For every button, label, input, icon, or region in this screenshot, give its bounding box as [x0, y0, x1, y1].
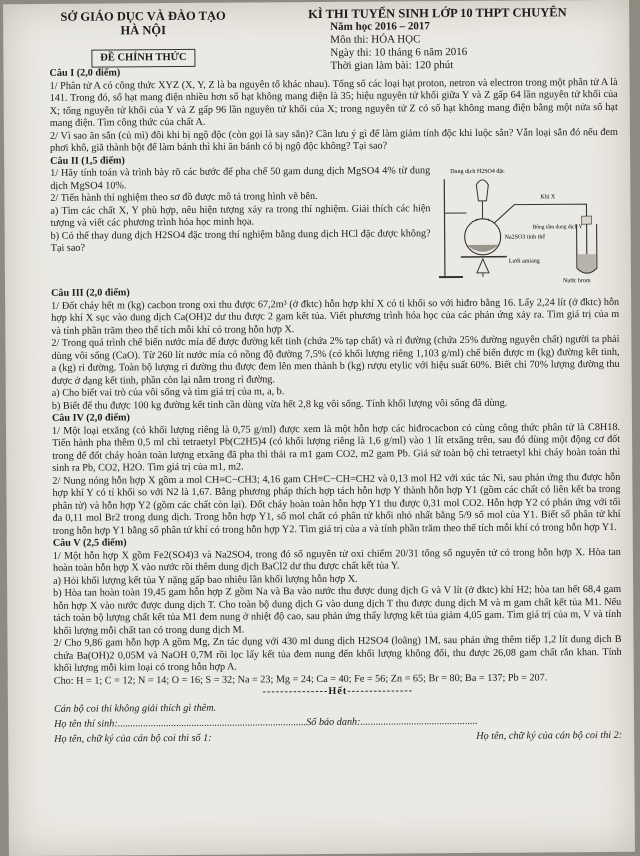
question-2-part-2a: a) Tìm các chất X, Y phù hợp, nêu hiện tượng xảy ra trong thí nghiệm. Giải thích các hiện tượng và viết các phương trình hóa học minh họa.: [50, 201, 618, 230]
question-1-title: Câu I (2,0 điểm): [49, 64, 617, 80]
question-3-title: Câu III (2,0 điểm): [51, 284, 619, 300]
question-5-part-1: 1/ Một hỗn hợp X gồm Fe2(SO4)3 và Na2SO4, trong đó số nguyên tử oxi chiếm 20/31 tổng số nguyên tử có trong hỗn hợp X. Hòa tan hoàn toàn hỗn hợp X vào nước rồi thêm dung dịch BaCl2 dư thu được chất kết tủa Y.: [53, 546, 621, 575]
question-5-title: Câu V (2,5 điểm): [53, 534, 621, 550]
proctor-2-signature: Họ tên, chữ ký của cán bộ coi thi 2:: [476, 729, 622, 743]
official-badge: ĐỀ CHÍNH THỨC: [91, 49, 195, 68]
school-year: Năm học 2016 – 2017: [308, 19, 608, 34]
diagram-cotton-label: Bông tẩm dung dịch Y: [533, 223, 583, 230]
question-2-part-2: 2/ Tiến hành thí nghiệm theo sơ đồ được mô tả trong hình vẽ bên.: [50, 189, 618, 205]
exam-duration: Thời gian làm bài: 120 phút: [308, 58, 608, 73]
question-4-title: Câu IV (2,0 điểm): [52, 409, 620, 425]
proctor-signatures: [54, 729, 622, 745]
diagram-gas-x-label: Khí X: [540, 194, 556, 200]
experiment-diagram: [436, 164, 619, 285]
question-2-part-1: 1/ Hãy tính toán và trình bày rõ các bước để pha chế 50 gam dung dịch MgSO4 4% từ dung dịch MgSO4 10%.: [50, 164, 618, 193]
header-exam-info: [308, 6, 608, 73]
exam-paper: [3, 0, 635, 856]
exam-content: [49, 64, 622, 746]
question-3-part-2: 2/ Trong quá trình chế biến nước mía để được đường kết tinh (chứa 2% tạp chất) và rỉ đường (chứa 25% đường nguyên chất) người ta phải dùng vôi sống (CaO). Từ 260 lít nước mía có nồng độ đường 7,5% (có khối lượng riêng 1,103 g/ml) chế biến được m (kg) đường kết tinh, a (kg) rỉ đường. Toàn bộ lượng rỉ đường thu được đem lên men thành b (kg) rượu etylic với hiệu suất 60%. Biết chỉ 70% lượng đường thu được ở dạng kết tinh, phần còn lại nằm trong rỉ đường.: [51, 334, 619, 388]
question-1-part-1: 1/ Phân tử A có công thức XYZ (X, Y, Z là ba nguyên tố khác nhau). Tổng số các loại hạt proton, netron và electron trong một phân tử A là 141. Trong đó, số hạt mang điện nhiều hơn số hạt không mang điện là 35; hiệu nguyên tử khối giữa Y và Z gấp 64 lần nguyên tử khối của X; tổng nguyên tử khối của Y và Z gấp 96 lần nguyên tử khối của X; trong nguyên tử Z có số hạt không mang điện bằng một nửa số hạt mang điện. Tìm công thức của chất A.: [50, 76, 618, 130]
exam-date: Ngày thi: 10 tháng 6 năm 2016: [308, 45, 608, 60]
proctor-1-signature: Họ tên, chữ ký của cán bộ coi thi số 1:: [54, 732, 212, 746]
diagram-net-label: Lưới amiang: [509, 258, 540, 264]
atomic-masses: Cho: H = 1; C = 12; N = 14; O = 16; S = 32; Na = 23; Mg = 24; Ca = 40; Fe = 56; Zn = 65; Br = 80; Ba = 137; Pb = 207.: [54, 671, 622, 687]
diagram-acid-label: Dung dịch H2SO4 đặc: [450, 169, 505, 175]
question-1-part-2: 2/ Vì sao ăn sắn (củ mì) đôi khi bị ngộ độc (còn gọi là say sắn)? Cần lưu ý gì để làm giảm tính độc khi luộc sắn? Vẫn loại sắn đó nếu đem phơi khô, giã thành bột để làm bánh thì khi ăn bánh có bị ngộ độc không? Tại sao?: [50, 126, 618, 155]
question-2-title: Câu II (1,5 điểm): [50, 151, 618, 167]
department-line1: SỞ GIÁO DỤC VÀ ĐÀO TẠO: [43, 9, 243, 24]
question-5-part-1b: b) Hòa tan hoàn toàn 19,45 gam hỗn hợp Z gồm Na và Ba vào nước thu được dung dịch G và V lít (ở đktc) khí H2; hòa tan hết 68,4 gam hỗn hợp X vào nước được dung dịch T. Cho toàn bộ dung dịch G vào dung dịch T thu được dung dịch M và m gam chất kết tủa M1. Nếu tách toàn bộ lượng chất kết tủa M1 đem nung ở nhiệt độ cao, sau phản ứng thấy lượng kết tủa giảm 4,05 gam. Tìm giá trị của m, V và tính khối lượng mỗi chất tan có trong dung dịch M.: [53, 584, 621, 638]
question-4-part-1: 1/ Một loại etxăng (có khối lượng riêng là 0,75 g/ml) được xem là một hỗn hợp các hiđrocacbon có cùng công thức phân tử là C8H18. Tiến hành pha thêm 0,5 ml chì tetraetyl Pb(C2H5)4 (có khối lượng riêng là 1,6 g/ml) vào 1 lít etxăng trên, sau đó dùng một động cơ đốt trong để đốt cháy hoàn toàn lượng etxăng đã pha thì thải ra m1 gam CO2, m2 gam Pb. Giả sử toàn bộ chì tetraetyl khi cháy hoàn toàn thì sinh ra Pb, CO2, H2O. Tìm giá trị của m1, m2.: [52, 421, 620, 475]
proctor-note: Cán bộ coi thi không giải thích gì thêm.: [54, 699, 622, 715]
end-marker: ---------------Hết---------------: [54, 684, 622, 700]
question-2-part-2b: b) Có thể thay dung dịch H2SO4 đặc trong thí nghiệm bằng dung dịch HCl đặc được không? Tại sao?: [51, 226, 619, 255]
question-5-part-2: 2/ Cho 9,86 gam hỗn hợp A gồm Mg, Zn tác dụng với 430 ml dung dịch H2SO4 (loãng) 1M, sau phản ứng thêm tiếp 1,2 lít dung dịch B chứa Ba(OH)2 0,05M và NaOH 0,7M rồi lọc lấy kết tủa đem nung đến khối lượng không đổi, thu được 26,08 gam chất rắn khan. Tính khối lượng mỗi kim loại có trong hỗn hợp A.: [53, 634, 621, 675]
subject: Môn thi: HÓA HỌC: [308, 32, 608, 47]
question-3-part-2a: a) Cho biết vai trò của vôi sống và tìm giá trị của m, a, b.: [52, 384, 620, 400]
candidate-info-line: Họ tên thí sinh:..........................................................................Số báo danh:..............................................: [54, 715, 622, 731]
question-4-part-2: 2/ Nung nóng hỗn hợp X gồm a mol CH≡C−CH3; 4,16 gam CH≡C−CH=CH2 và 0,13 mol H2 với xúc tác Ni, sau phản ứng thu được hỗn hợp khí Y có tỉ khối so với N2 là 1,67. Bằng phương pháp thích hợp tách hỗn hợp Y thành hỗn hợp Y1 (gồm các chất có liên kết ba trong phân tử) và hỗn hợp Y2 (gồm các chất còn lại). Đốt cháy hoàn toàn hỗn hợp Y1 thu được 0,31 mol CO2. Hỗn hợp Y2 có phản ứng với tối đa 0,11 mol Br2 trong dung dịch. Trong hỗn hợp Y1, số mol chất có phân tử khối nhỏ nhất bằng 5/9 số mol của Y1. Biết số phân tử khí trong hỗn hợp Y1 bằng số phân tử khí có trong hỗn hợp Y2. Tìm giá trị của a và tính phần trăm theo thể tích mỗi khí có trong hỗn hợp Y1.: [52, 471, 620, 537]
diagram-water-label: Nước brom: [563, 278, 591, 284]
exam-title: KÌ THI TUYỂN SINH LỚP 10 THPT CHUYÊN: [308, 6, 608, 21]
header-department: [43, 9, 243, 68]
question-3-part-2b: b) Biết để thu được 100 kg đường kết tinh cần dùng vừa hết 2,8 kg vôi sống. Tính khối lượng vôi sống đã dùng.: [52, 396, 620, 412]
question-5-part-1a: a) Hỏi khối lượng kết tủa Y nặng gấp bao nhiêu lần khối lượng hỗn hợp X.: [53, 571, 621, 587]
diagram-salt-label: Na2SO3 tinh thể: [505, 233, 546, 240]
question-3-part-1: 1/ Đốt cháy hết m (kg) cacbon trong oxi thu được 67,2m³ (ở đktc) hỗn hợp khí X có tỉ khối so với hiđro bằng 16. Lấy 2,24 lít (ở đktc) hỗn hợp khí X sục vào dung dịch Ca(OH)2 dư thu được 2 gam kết tủa. Viết phương trình hóa học của các phản ứng xảy ra. Tìm giá trị của m và tính phần trăm theo thể tích mỗi khí có trong hỗn hợp X.: [51, 296, 619, 337]
department-line2: HÀ NỘI: [43, 23, 243, 38]
